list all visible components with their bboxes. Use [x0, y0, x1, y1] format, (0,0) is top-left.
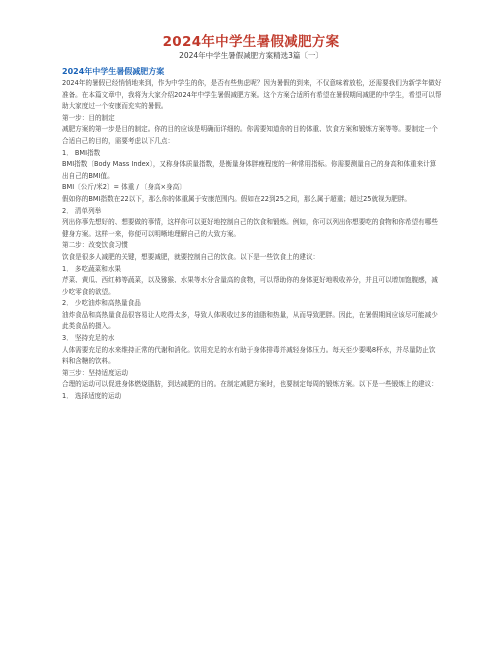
sub-heading: 1． 选择适度的运动	[62, 392, 122, 401]
section-heading: 2024年中学生暑假减肥方案	[62, 67, 165, 76]
paragraph: 假如你的BMI指数在22以下，那么你的体重属于安康范围内。假如在22到25之间，那么属于超重；超过25就视为肥胖。	[62, 194, 412, 203]
paragraph: BMI指数〔Body Mass Index〕，又称身体质量指数，是衡量身体胖瘦程度的一种常用指标。你需要测量自己的身高和体重来计算出自己的BMI值。	[62, 160, 437, 180]
step-heading: 第三步：坚持适度运动	[62, 368, 128, 377]
paragraph: 人体需要充足的水来维持正常的代谢和消化。饮用充足的水有助于身体排毒并减轻身体压力。每天至少要喝8杯水，并尽量防止饮料和含糖的饮料。	[62, 345, 436, 366]
document-title: 2024年中学生暑假减肥方案	[162, 34, 340, 50]
paragraph: 列出你事先想好的、想要做的事情，这样你可以更好地控制自己的饮食和锻炼。例如，你可以列出你想要吃的食物和你希望有哪些健身方案。这样一来，你便可以明晰地理解自己的大致方案。	[62, 218, 438, 238]
paragraph: BMI〔公斤/米2〕= 体重 / 〔身高×身高〕	[62, 183, 186, 192]
paragraph: 油炸食品和高热量食品很容易让人吃得太多，导致人体吸收过多的油脂和热量，从而导致肥胖。因此，在暑假期间应该尽可能减少此类食品的摄入。	[62, 310, 438, 331]
sub-heading: 1． BMI指数	[62, 148, 101, 157]
paragraph: 饮食是很多人减肥的关键，想要减肥，就要控制自己的饮食。以下是一些饮食上的建议：	[62, 252, 320, 261]
paragraph: 减肥方案的第一步是目的制定。你的目的应该是明确而详细的。你需要知道你的目的体重、饮食方案和锻炼方案等等。要制定一个合适自己的目的，需要考虑以下几点：	[62, 125, 438, 145]
paragraph: 合理的运动可以促进身体燃烧脂肪，到达减肥的目的。在制定减肥方案时，也要制定每周的锻炼方案。以下是一些锻炼上的建议：	[62, 380, 438, 389]
paragraph: 2024年的暑假已经悄悄地来到，作为中学生的你，是否有些焦虑呢？因为暑假的到来，不仅意味着放松，还需要我们为新学年做好准备。在本篇文章中，我将为大家介绍2024年中学生暑假减肥方案。这个方案合适所有希望在暑假期间减肥的中学生，希望可以帮助大家度过一个安康而充实的暑假。	[62, 79, 442, 111]
sub-heading: 3． 坚持充足的水	[62, 334, 115, 343]
document-body	[62, 66, 442, 403]
document-subtitle: 2024年中学生暑假减肥方案精选3篇〔一〕	[179, 51, 323, 60]
sub-heading: 2． 少吃油炸和高热量食品	[62, 299, 141, 308]
paragraph: 芹菜、黄瓜、西红柿等蔬菜，以及猕猴、水果等水分含量高的食物，可以帮助你的身体更好地吸收养分，并且可以增加饱腹感，减少吃零食的欲望。	[62, 276, 438, 296]
step-heading: 第二步：改变饮食习惯	[62, 241, 128, 250]
sub-heading: 2． 清单列举	[62, 206, 102, 215]
step-heading: 第一步：目的制定	[62, 113, 115, 122]
sub-heading: 1． 多吃蔬菜和水果	[62, 264, 122, 273]
